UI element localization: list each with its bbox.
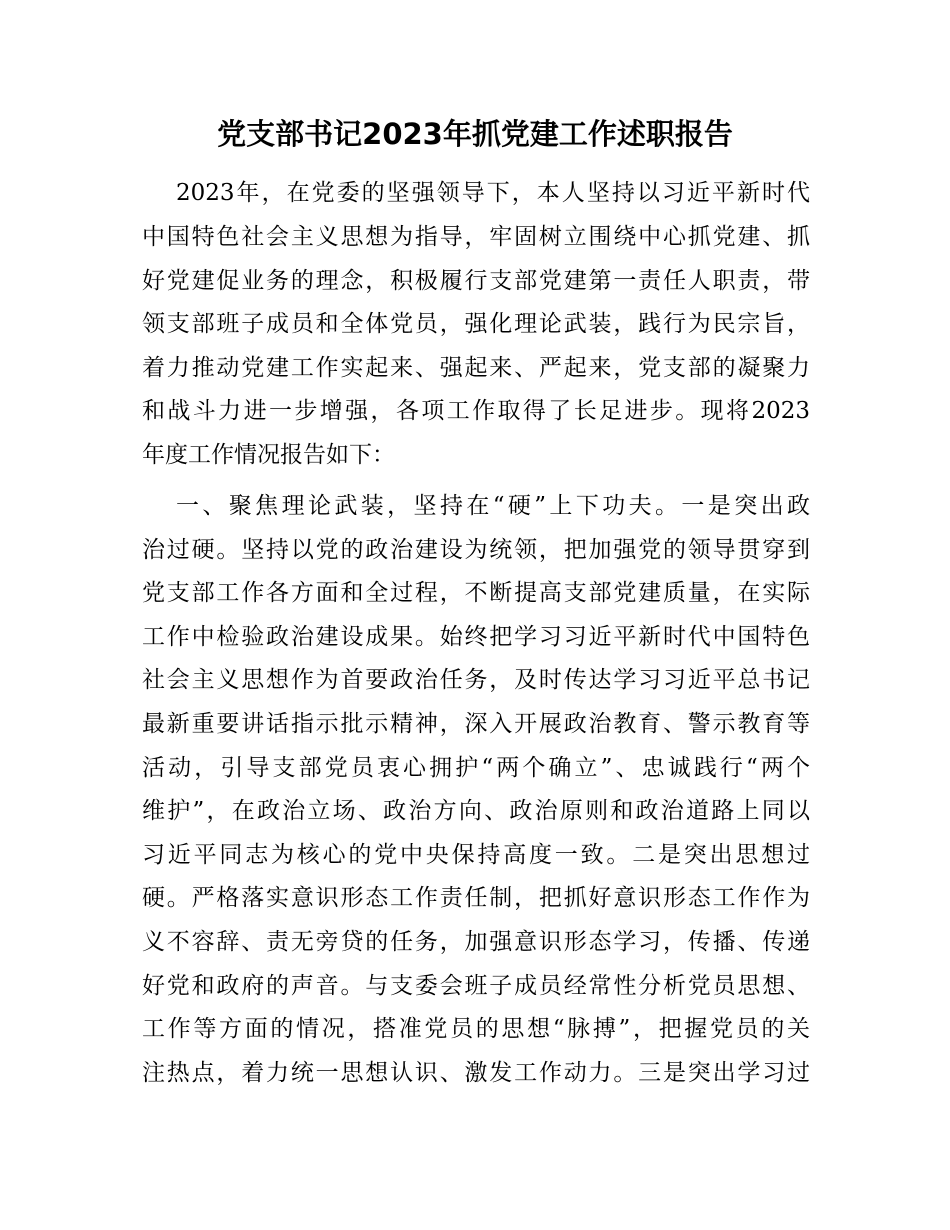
document-title: 党支部书记2023年抓党建工作述职报告 xyxy=(217,117,733,151)
paragraph-2-line: 社会主义思想作为首要政治任务，及时传达学习习近平总书记 xyxy=(142,667,810,693)
paragraph-2-line: 注热点，着力统一思想认识、激发工作动力。三是突出学习过 xyxy=(142,1060,810,1086)
paragraph-1-line: 领支部班子成员和全体党员，强化理论武装，践行为民宗旨， xyxy=(142,311,810,337)
paragraph-1-line: 中国特色社会主义思想为指导，牢固树立围绕中心抓党建、抓 xyxy=(142,224,810,250)
paragraph-2-line: 党支部工作各方面和全过程，不断提高支部党建质量，在实际 xyxy=(142,580,810,606)
paragraph-2-line: 硬。严格落实意识形态工作责任制，把抓好意识形态工作作为 xyxy=(142,885,810,911)
paragraph-1-line: 着力推动党建工作实起来、强起来、严起来，党支部的凝聚力 xyxy=(142,355,810,381)
paragraph-2-line: 治过硬。坚持以党的政治建设为统领，把加强党的领导贯穿到 xyxy=(142,537,810,563)
paragraph-2-line: 工作中检验政治建设成果。始终把学习习近平新时代中国特色 xyxy=(142,624,810,650)
paragraph-2-line: 工作等方面的情况，搭准党员的思想“脉搏”，把握党员的关 xyxy=(142,1016,810,1042)
paragraph-2-line: 最新重要讲话指示批示精神，深入开展政治教育、警示教育等 xyxy=(142,711,810,737)
paragraph-1-line: 年度工作情况报告如下： xyxy=(142,442,395,468)
paragraph-2-line: 义不容辞、责无旁贷的任务，加强意识形态学习，传播、传递 xyxy=(142,929,810,955)
paragraph-2-line: 维护”，在政治立场、政治方向、政治原则和政治道路上同以 xyxy=(142,798,810,824)
paragraph-1-line: 和战斗力进一步增强，各项工作取得了长足进步。现将2023 xyxy=(142,398,810,424)
paragraph-2-line: 活动，引导支部党员衷心拥护“两个确立”、忠诚践行“两个 xyxy=(142,755,810,781)
paragraph-1-line: 2023年，在党委的坚强领导下，本人坚持以习近平新时代 xyxy=(176,180,810,206)
paragraph-2-line: 好党和政府的声音。与支委会班子成员经常性分析党员思想、 xyxy=(142,973,810,999)
paragraph-1-line: 好党建促业务的理念，积极履行支部党建第一责任人职责，带 xyxy=(142,268,810,294)
paragraph-2-line: 一、聚焦理论武装，坚持在“硬”上下功夫。一是突出政 xyxy=(176,493,810,519)
paragraph-2-line: 习近平同志为核心的党中央保持高度一致。二是突出思想过 xyxy=(142,842,810,868)
